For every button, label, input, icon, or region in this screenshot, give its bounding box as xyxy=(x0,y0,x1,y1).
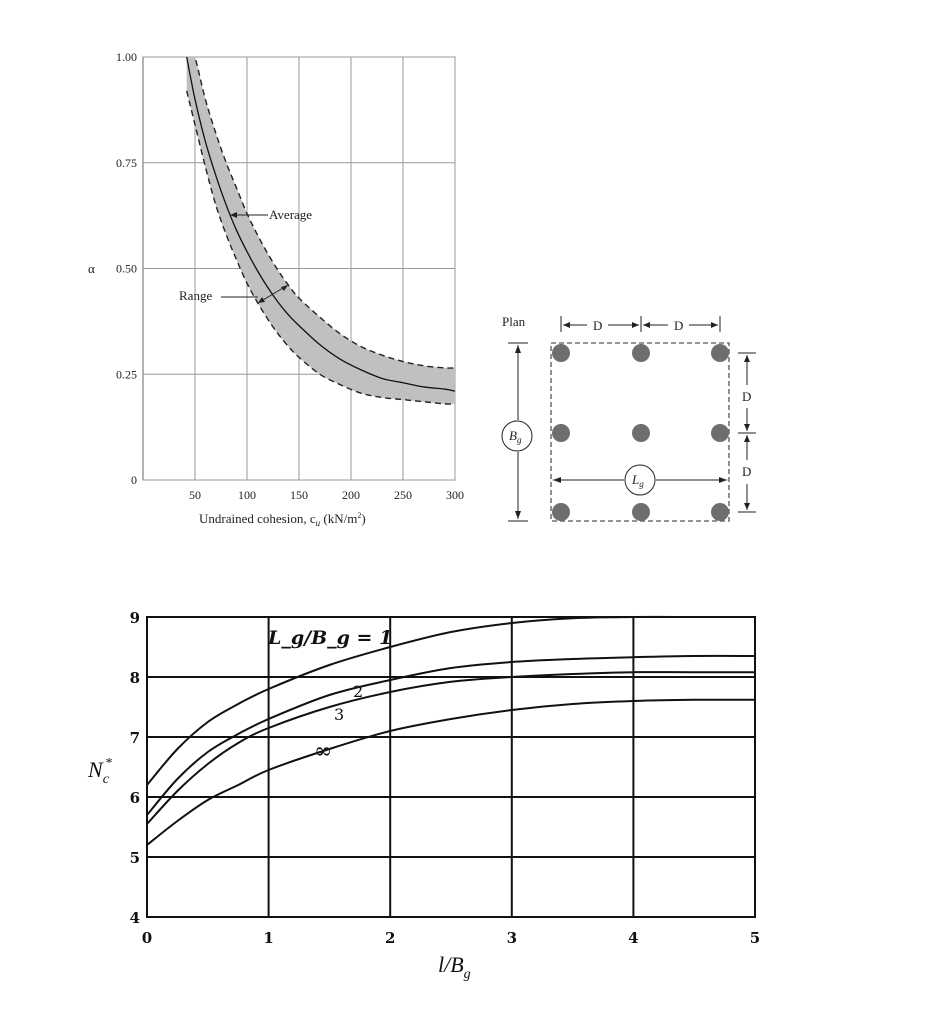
bg-label: $B_g$ xyxy=(509,428,522,445)
dim-arrowhead xyxy=(711,322,718,328)
pile xyxy=(632,503,650,521)
nc-x-tick: 4 xyxy=(628,929,639,947)
alpha-y-tick: 0.50 xyxy=(116,261,137,276)
pile xyxy=(632,344,650,362)
pile xyxy=(711,424,729,442)
pile xyxy=(632,424,650,442)
nc-y-tick: 8 xyxy=(129,669,140,687)
pile xyxy=(552,344,570,362)
plan-label: Plan xyxy=(502,314,526,329)
dim-arrowhead xyxy=(632,322,639,328)
dim-arrowhead xyxy=(744,435,750,442)
alpha-y-label: α xyxy=(88,261,95,276)
alpha-x-tick: 150 xyxy=(290,488,308,502)
alpha-x-tick: 250 xyxy=(394,488,412,502)
spacing-label-right-2: D xyxy=(742,464,752,479)
pile xyxy=(711,344,729,362)
nc-chart xyxy=(87,609,760,982)
alpha-y-tick: 1.00 xyxy=(116,50,137,64)
nc-y-tick: 4 xyxy=(129,909,140,927)
spacing-label-top-2: D xyxy=(674,318,684,333)
pile-group-plan-diagram xyxy=(502,314,756,521)
spacing-label-top-1: D xyxy=(593,318,603,333)
alpha-x-tick: 100 xyxy=(238,488,256,502)
pile xyxy=(711,503,729,521)
lg-label: $L_g$ xyxy=(632,472,644,489)
curve-label-1: L_g/B_g = 1 xyxy=(268,627,393,649)
nc-y-tick: 7 xyxy=(129,729,140,747)
dim-arrowhead xyxy=(563,322,570,328)
alpha-y-tick: 0.75 xyxy=(116,155,137,170)
nc-x-label: $l/B_g$ xyxy=(438,952,471,982)
spacing-label-right-1: D xyxy=(742,389,752,404)
alpha-y-tick: 0 xyxy=(131,473,137,487)
pile xyxy=(552,503,570,521)
nc-curve-3 xyxy=(147,700,755,845)
alpha-x-label: Undrained cohesion, $c_u$ $(kN/m^2)$ xyxy=(199,511,366,528)
dim-arrowhead xyxy=(744,355,750,362)
dim-arrowhead xyxy=(744,424,750,431)
average-annotation: Average xyxy=(269,207,313,222)
dim-arrowhead xyxy=(515,511,521,519)
dim-arrowhead xyxy=(643,322,650,328)
nc-curve-2 xyxy=(147,672,755,824)
nc-y-tick: 9 xyxy=(129,609,140,627)
nc-x-tick: 3 xyxy=(506,929,518,947)
nc-x-tick: 5 xyxy=(749,929,761,947)
nc-x-tick: 1 xyxy=(263,929,274,947)
nc-curve-1 xyxy=(147,656,755,815)
nc-y-label: $N_c*$ xyxy=(88,756,112,787)
range-annotation: Range xyxy=(179,288,213,303)
nc-y-tick: 6 xyxy=(129,789,140,807)
nc-x-tick: 2 xyxy=(384,929,396,947)
dim-arrowhead xyxy=(515,345,521,353)
alpha-chart xyxy=(88,32,464,528)
alpha-x-tick: 50 xyxy=(189,488,201,502)
dim-arrowhead xyxy=(719,477,727,483)
nc-y-tick: 5 xyxy=(129,849,140,867)
alpha-x-tick: 300 xyxy=(446,488,464,502)
nc-x-tick: 0 xyxy=(141,929,153,947)
nc-chart-frame xyxy=(147,617,755,917)
pile xyxy=(552,424,570,442)
dim-arrowhead xyxy=(553,477,561,483)
curve-label-2: 2 xyxy=(353,682,364,701)
alpha-y-tick: 0.25 xyxy=(116,367,137,382)
alpha-x-tick: 200 xyxy=(342,488,360,502)
curve-label-3: 3 xyxy=(334,705,345,724)
dim-arrowhead xyxy=(744,503,750,510)
curve-label-inf: ∞ xyxy=(314,739,333,764)
